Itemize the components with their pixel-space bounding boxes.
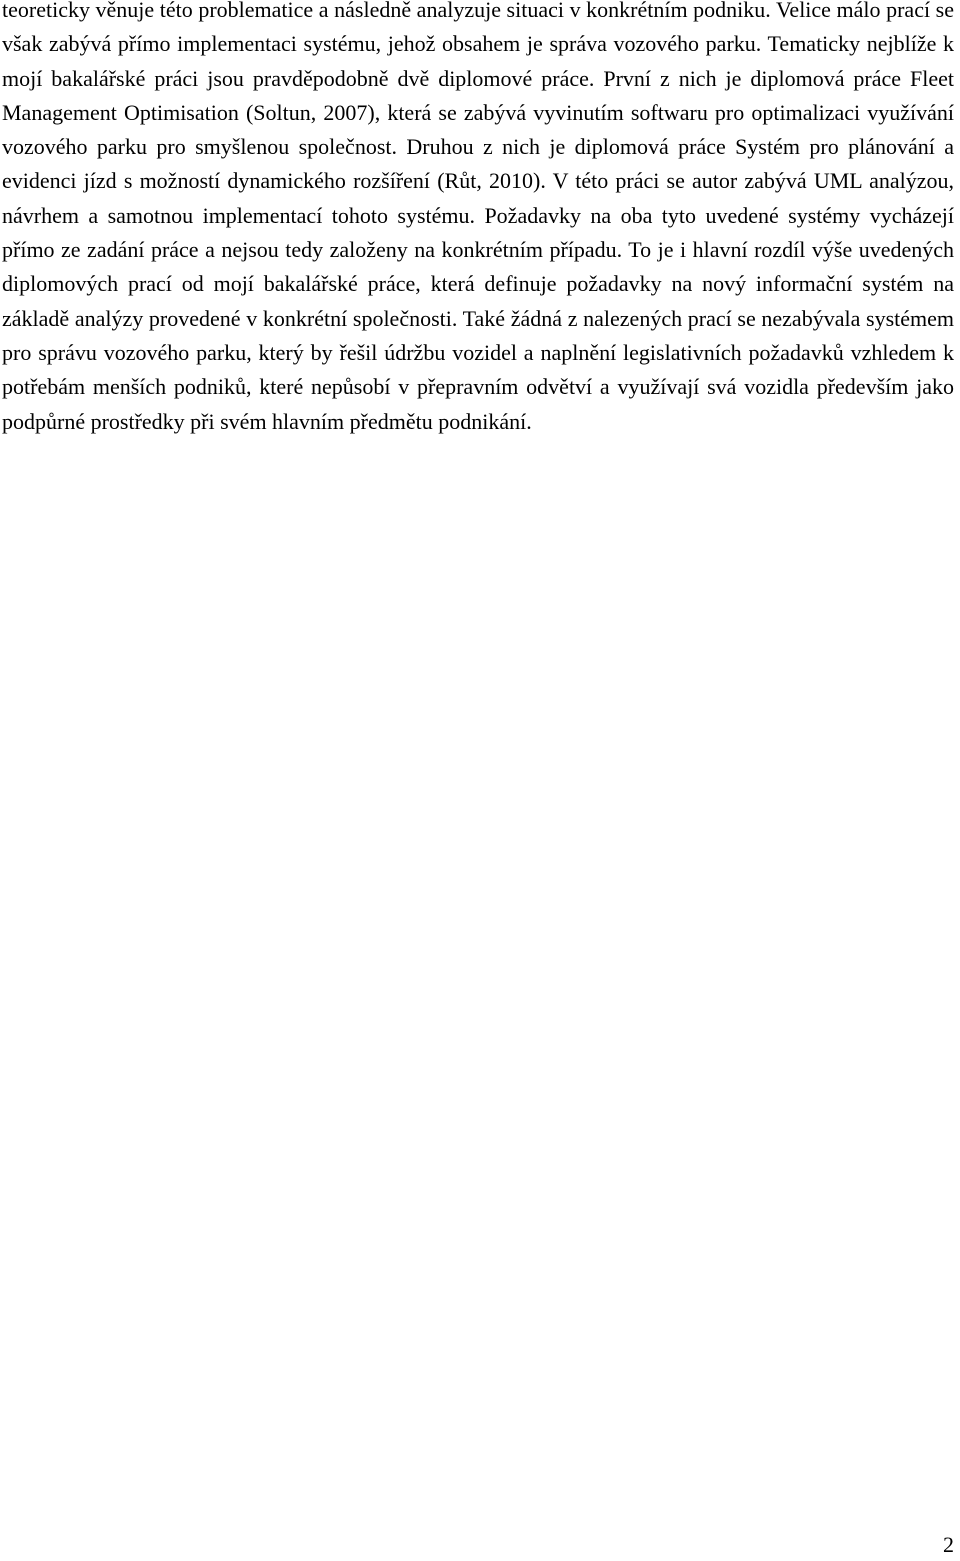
body-paragraph: teoreticky věnuje této problematice a následně analyzuje situaci v konkrétním podniku. Velice málo prací se však zabývá přímo implementaci systému, jehož obsahem je správa vozového parku. Tematicky nejblíže k mojí bakalářské práci jsou pravděpodobně dvě diplomové práce. První z nich je diplomová práce Fleet Management Optimisation (Soltun, 2007), která se zabývá vyvinutím softwaru pro optimalizaci využívání vozového parku pro smyšlenou společnost. Druhou z nich je diplomová práce Systém pro plánování a evidenci jízd s možností dynamického rozšíření (Růt, 2010). V této práci se autor zabývá UML analýzou, návrhem a samotnou implementací tohoto systému. Požadavky na oba tyto uvedené systémy vycházejí přímo ze zadání práce a nejsou tedy založeny na konkrétním případu. To je i hlavní rozdíl výše uvedených diplomových prací od mojí bakalářské práce, která definuje požadavky na nový informační systém na základě analýzy provedené v konkrétní společnosti. Také žádná z nalezených prací se nezabývala systémem pro správu vozového parku, který by řešil údržbu vozidel a naplnění legislativních požadavků vzhledem k potřebám menších podniků, které nepůsobí v přepravním odvětví a využívají svá vozidla především jako podpůrné prostředky při svém hlavním předmětu podnikání.	[2, 0, 954, 434]
page-number: 2	[943, 1532, 954, 1557]
